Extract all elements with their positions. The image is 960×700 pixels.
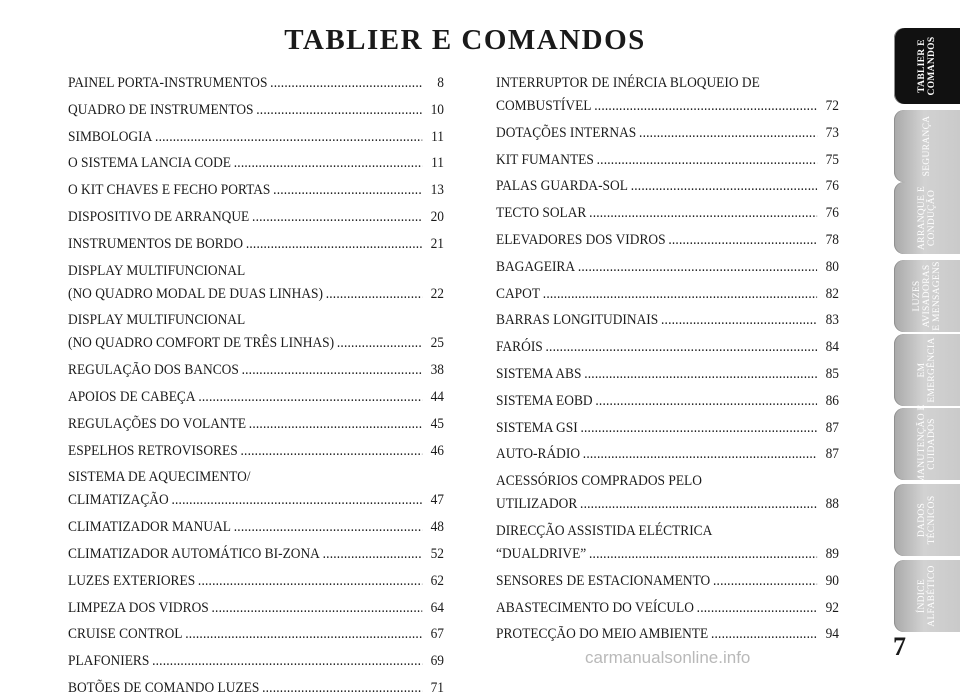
toc-entry[interactable] <box>68 570 444 593</box>
toc-entry-title: CAPOT <box>496 285 541 302</box>
toc-entry-title-line: ACESSÓRIOS COMPRADOS PELO <box>496 473 702 490</box>
toc-entry[interactable] <box>496 570 839 593</box>
toc-entry-page: 52 <box>430 545 445 562</box>
toc-entry-title: SISTEMA ABS <box>496 365 582 382</box>
toc-entry-page: 94 <box>825 626 840 643</box>
toc-entry[interactable] <box>68 413 444 436</box>
dot-leader <box>212 597 422 620</box>
toc-entry[interactable] <box>496 470 839 516</box>
toc-entry-title: BOTÕES DE COMANDO LUZES <box>68 679 260 696</box>
toc-entry-page: 10 <box>430 101 445 118</box>
toc-entry-title: (NO QUADRO COMFORT DE TRÊS LINHAS) <box>68 335 335 352</box>
toc-entry[interactable] <box>496 520 839 566</box>
toc-entry[interactable] <box>68 440 444 463</box>
chapter-tab-label: EM EMERGÊNCIA <box>917 337 937 403</box>
toc-entry-title-line: DISPLAY MULTIFUNCIONAL <box>68 312 246 329</box>
toc-entry[interactable] <box>496 336 839 359</box>
dot-leader <box>589 202 817 225</box>
toc-entry-title: LIMPEZA DOS VIDROS <box>68 599 209 616</box>
toc-entry-title: QUADRO DE INSTRUMENTOS <box>68 101 254 118</box>
toc-entry-title-line: INTERRUPTOR DE INÉRCIA BLOQUEIO DE <box>496 75 760 91</box>
dot-leader <box>578 256 817 279</box>
chapter-tab[interactable] <box>894 260 960 332</box>
chapter-tab-label: TABLIER E COMANDOS <box>917 36 937 96</box>
toc-entry-title: INSTRUMENTOS DE BORDO <box>68 235 244 252</box>
toc-entry[interactable] <box>496 175 839 198</box>
toc-entry-page: 82 <box>825 285 840 302</box>
toc-entry-title: BARRAS LONGITUDINAIS <box>496 312 659 329</box>
toc-entry[interactable] <box>68 650 444 673</box>
toc-entry-title-line: DISPLAY MULTIFUNCIONAL <box>68 262 246 279</box>
chapter-tab-label: MANUTENÇÃO E CUIDADOS <box>917 404 937 484</box>
dot-leader <box>252 206 422 229</box>
toc-entry-title: PALAS GUARDA-SOL <box>496 178 628 195</box>
toc-entry[interactable] <box>68 233 444 256</box>
chapter-tab[interactable] <box>894 484 960 556</box>
toc-entry-page: 20 <box>430 208 445 225</box>
toc-entry-page: 8 <box>437 75 445 91</box>
toc-entry-title: CLIMATIZADOR AUTOMÁTICO BI-ZONA <box>68 545 320 562</box>
toc-entry[interactable] <box>68 466 444 512</box>
toc-entry[interactable] <box>496 390 839 413</box>
dot-leader <box>711 623 817 646</box>
toc-entry-title: ELEVADORES DOS VIDROS <box>496 231 666 248</box>
dot-leader <box>595 390 817 413</box>
toc-entry-page: 46 <box>430 442 445 459</box>
toc-entry-title: PAINEL PORTA-INSTRUMENTOS <box>68 75 268 91</box>
toc-entry-title: O SISTEMA LANCIA CODE <box>68 155 231 172</box>
toc-entry[interactable] <box>496 597 839 620</box>
toc-entry-title: UTILIZADOR <box>496 496 578 513</box>
toc-entry-title: FARÓIS <box>496 339 543 356</box>
dot-leader <box>589 543 817 566</box>
dot-leader <box>543 283 817 306</box>
dot-leader <box>583 443 817 466</box>
toc-entry-page: 13 <box>430 182 445 199</box>
toc-entry[interactable] <box>496 149 839 172</box>
dot-leader <box>631 175 817 198</box>
toc-entry-title: CLIMATIZADOR MANUAL <box>68 519 231 536</box>
toc-entry-title: ESPELHOS RETROVISORES <box>68 442 238 459</box>
chapter-tab[interactable] <box>894 28 960 104</box>
toc-entry-page: 11 <box>431 155 445 172</box>
page-number: 7 <box>893 632 906 661</box>
toc-entry-page: 89 <box>825 545 840 562</box>
toc-entry-page: 38 <box>430 362 445 379</box>
toc-entry-page: 47 <box>430 492 445 509</box>
dot-leader <box>262 677 422 700</box>
chapter-tab[interactable] <box>894 404 960 484</box>
toc-entry[interactable] <box>68 309 444 355</box>
toc-entry-title: KIT FUMANTES <box>496 151 594 168</box>
toc-entry[interactable] <box>68 359 444 382</box>
toc-entry-page: 88 <box>825 496 840 513</box>
dot-leader <box>234 516 422 539</box>
toc-entry-page: 48 <box>430 519 445 536</box>
toc-entry[interactable] <box>68 99 444 122</box>
toc-entry-page: 80 <box>825 258 840 275</box>
chapter-tab-label: DADOS TÉCNICOS <box>917 495 937 545</box>
toc-entry-title: CLIMATIZAÇÃO <box>68 492 169 509</box>
toc-entry[interactable] <box>68 623 444 646</box>
dot-leader <box>242 359 422 382</box>
toc-entry[interactable] <box>496 229 839 252</box>
dot-leader <box>152 650 422 673</box>
chapter-tab[interactable] <box>894 182 960 254</box>
dot-leader <box>185 623 422 646</box>
dot-leader <box>661 309 817 332</box>
toc-entry[interactable] <box>496 623 839 646</box>
dot-leader <box>580 417 816 440</box>
toc-entry-page: 73 <box>825 124 840 141</box>
toc-entry[interactable] <box>68 516 444 539</box>
chapter-tab-label: ÍNDICE ALFABÉTICO <box>917 565 937 627</box>
chapter-tab[interactable] <box>894 334 960 406</box>
toc-entry-page: 86 <box>825 392 840 409</box>
toc-entry-page: 90 <box>825 572 840 589</box>
toc-entry-page: 75 <box>825 151 840 168</box>
toc-entry-title: BAGAGEIRA <box>496 258 576 275</box>
toc-entry-title: PROTECÇÃO DO MEIO AMBIENTE <box>496 626 709 643</box>
toc-entry[interactable] <box>496 309 839 332</box>
toc-entry-page: 84 <box>825 339 840 356</box>
toc-entry-title: “DUALDRIVE” <box>496 545 587 562</box>
toc-entry-page: 22 <box>430 285 445 302</box>
dot-leader <box>234 152 422 175</box>
toc-entry-page: 85 <box>825 365 840 382</box>
toc-entry[interactable] <box>68 126 444 149</box>
dot-leader <box>639 122 817 145</box>
toc-entry-title: SIMBOLOGIA <box>68 128 153 145</box>
toc-entry-page: 11 <box>431 128 445 145</box>
toc-entry-title: SISTEMA GSI <box>496 419 578 436</box>
toc-left-column <box>68 72 444 700</box>
toc-entry-title: COMBUSTÍVEL <box>496 98 592 114</box>
toc-entry[interactable] <box>68 72 444 95</box>
dot-leader <box>697 597 817 620</box>
chapter-tab-label: SEGURANÇA <box>922 115 932 177</box>
dot-leader <box>713 570 817 593</box>
toc-entry-page: 87 <box>825 419 840 436</box>
dot-leader <box>256 99 422 122</box>
toc-entry-title: (NO QUADRO MODAL DE DUAS LINHAS) <box>68 285 323 302</box>
dot-leader <box>171 489 421 512</box>
toc-entry-title: APOIOS DE CABEÇA <box>68 388 196 405</box>
chapter-tab[interactable] <box>894 560 960 632</box>
toc-entry-title: SENSORES DE ESTACIONAMENTO <box>496 572 711 589</box>
dot-leader <box>584 363 817 386</box>
toc-entry-title: LUZES EXTERIORES <box>68 572 196 589</box>
dot-leader <box>580 493 817 516</box>
toc-entry-title-line: DIRECÇÃO ASSISTIDA ELÉCTRICA <box>496 522 713 539</box>
toc-entry-page: 21 <box>430 235 445 252</box>
toc-entry[interactable] <box>68 386 444 409</box>
dot-leader <box>249 413 422 436</box>
toc-entry[interactable] <box>68 260 444 306</box>
chapter-tab[interactable] <box>894 110 960 182</box>
toc-entry-page: 69 <box>430 653 445 670</box>
dot-leader <box>326 283 422 306</box>
toc-entry-page: 67 <box>430 626 445 643</box>
toc-entry[interactable] <box>496 363 839 386</box>
chapter-tab-label: ARRANQUE E CONDUÇÃO <box>917 186 937 250</box>
dot-leader <box>270 72 422 95</box>
toc-entry-page: 71 <box>430 679 445 696</box>
toc-entry-page: 44 <box>430 388 445 405</box>
dot-leader <box>597 149 817 172</box>
toc-entry[interactable] <box>496 202 839 225</box>
dot-leader <box>198 570 422 593</box>
toc-entry[interactable] <box>68 543 444 566</box>
toc-entry-title: REGULAÇÕES DO VOLANTE <box>68 415 247 432</box>
toc-entry-title: CRUISE CONTROL <box>68 626 183 643</box>
dot-leader <box>323 543 422 566</box>
dot-leader <box>273 179 422 202</box>
toc-entry-page: 62 <box>430 572 445 589</box>
toc-entry[interactable] <box>68 597 444 620</box>
toc-entry[interactable] <box>496 72 839 118</box>
dot-leader <box>246 233 422 256</box>
toc-entry-page: 83 <box>825 312 840 329</box>
watermark: carmanualsonline.info <box>585 648 751 667</box>
toc-entry[interactable] <box>68 179 444 202</box>
chapter-tab-label: LUZES AVISADORAS E MENSAGENS <box>912 261 942 331</box>
toc-entry-title: REGULAÇÃO DOS BANCOS <box>68 362 239 379</box>
toc-entry-title: O KIT CHAVES E FECHO PORTAS <box>68 182 271 199</box>
toc-entry[interactable] <box>68 677 444 700</box>
toc-entry-title: ABASTECIMENTO DO VEÍCULO <box>496 599 694 616</box>
toc-entry-title: PLAFONIERS <box>68 653 150 670</box>
toc-entry-page: 72 <box>825 98 840 114</box>
toc-entry-page: 78 <box>825 231 840 248</box>
toc-entry[interactable] <box>68 206 444 229</box>
dot-leader <box>198 386 422 409</box>
toc-entry[interactable] <box>496 256 839 279</box>
toc-entry-page: 45 <box>430 415 445 432</box>
toc-entry-page: 25 <box>430 335 445 352</box>
toc-entry[interactable] <box>496 443 839 466</box>
toc-entry-title: DISPOSITIVO DE ARRANQUE <box>68 208 250 225</box>
toc-entry[interactable] <box>68 152 444 175</box>
dot-leader <box>594 95 817 118</box>
toc-entry-title-line: SISTEMA DE AQUECIMENTO/ <box>68 469 251 486</box>
dot-leader <box>546 336 817 359</box>
toc-entry-title: DOTAÇÕES INTERNAS <box>496 124 637 141</box>
dot-leader <box>668 229 817 252</box>
dot-leader <box>337 332 422 355</box>
toc-entry-page: 92 <box>825 599 840 616</box>
toc-entry-title: SISTEMA EOBD <box>496 392 593 409</box>
toc-entry[interactable] <box>496 122 839 145</box>
toc-entry[interactable] <box>496 283 839 306</box>
page-title: TABLIER E COMANDOS <box>284 24 646 56</box>
toc-entry-title: TECTO SOLAR <box>496 205 587 222</box>
toc-entry[interactable] <box>496 417 839 440</box>
toc-entry-page: 76 <box>825 205 840 222</box>
toc-entry-title: AUTO-RÁDIO <box>496 446 581 463</box>
toc-right-column <box>496 72 839 646</box>
toc-entry-page: 87 <box>825 446 840 463</box>
toc-entry-page: 76 <box>825 178 840 195</box>
toc-entry-page: 64 <box>430 599 445 616</box>
dot-leader <box>240 440 421 463</box>
dot-leader <box>155 126 422 149</box>
